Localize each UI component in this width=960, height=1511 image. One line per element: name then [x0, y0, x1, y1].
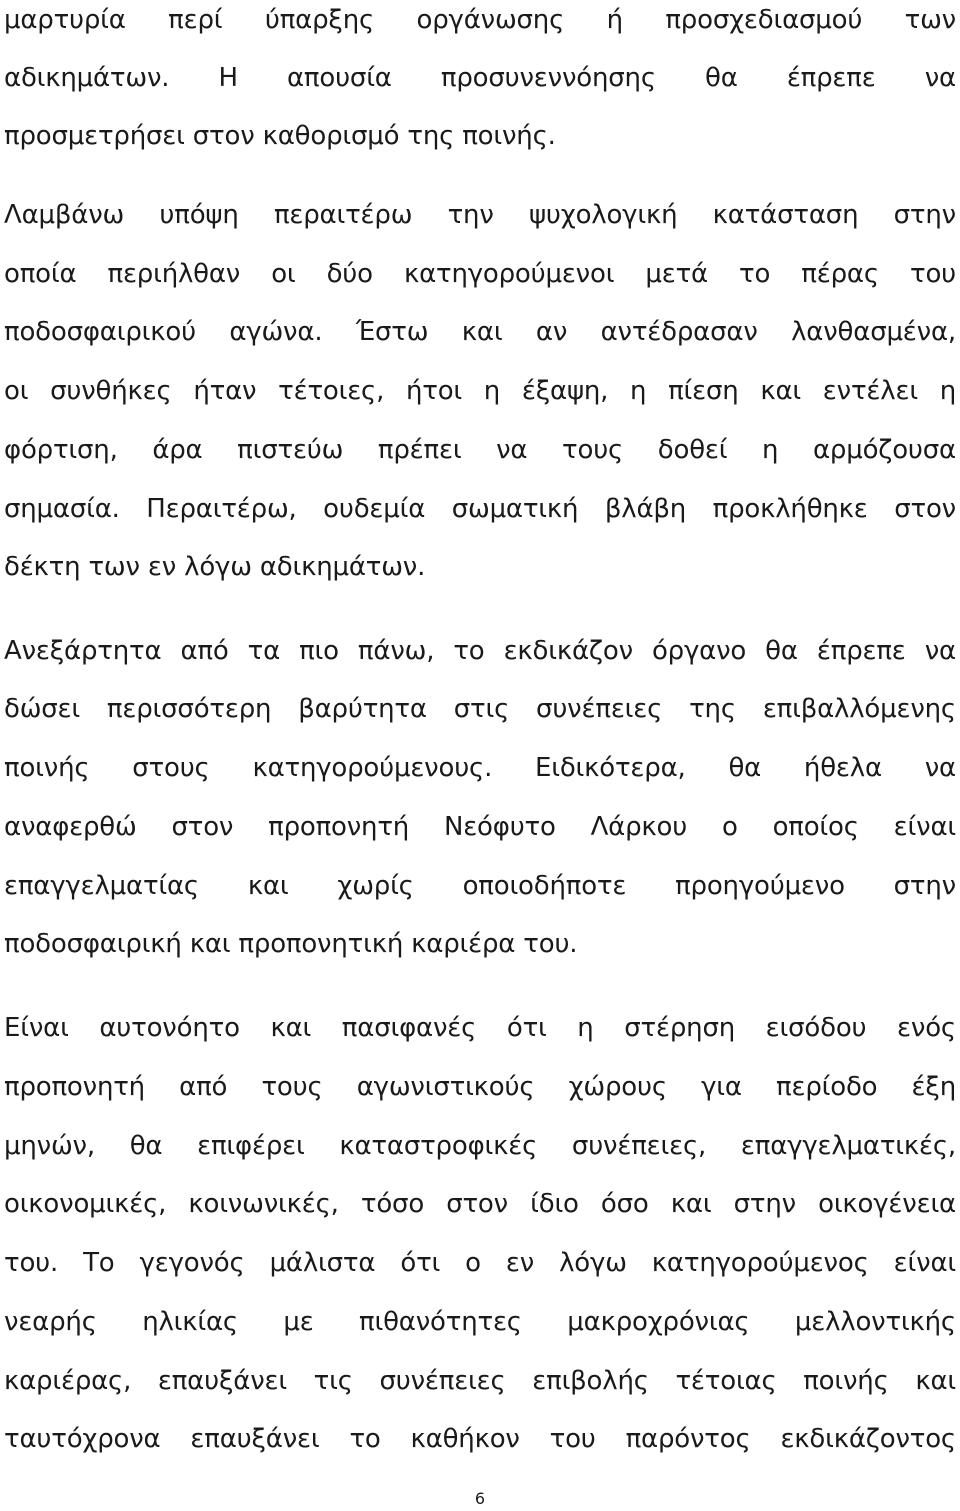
text-line: προσμετρήσει στον καθορισμό της ποινής.: [4, 121, 556, 151]
text-line: δέκτη των εν λόγω αδικημάτων.: [4, 552, 426, 582]
text-line: οικονομικές, κοινωνικές, τόσο στον ίδιο όσο και στην οικογένεια: [4, 1189, 956, 1219]
text-line: φόρτιση, άρα πιστεύω πρέπει να τους δοθεί η αρμόζουσα: [4, 435, 956, 465]
text-line: Είναι αυτονόητο και πασιφανές ότι η στέρηση εισόδου ενός: [4, 1013, 956, 1043]
text-line: επαγγελματίας και χωρίς οποιοδήποτε προηγούμενο στην: [4, 871, 956, 901]
text-line: ποινής στους κατηγορούμενους. Ειδικότερα, θα ήθελα να: [4, 753, 956, 783]
text-line: οι συνθήκες ήταν τέτοιες, ήτοι η έξαψη, η πίεση και εντέλει η: [4, 376, 956, 406]
text-line: οποία περιήλθαν οι δύο κατηγορούμενοι μετά το πέρας του: [4, 259, 956, 289]
text-line: μηνών, θα επιφέρει καταστροφικές συνέπειες, επαγγελματικές,: [4, 1131, 956, 1161]
text-line: Λαμβάνω υπόψη περαιτέρω την ψυχολογική κατάσταση στην: [4, 200, 956, 230]
text-line: νεαρής ηλικίας με πιθανότητες μακροχρόνιας μελλοντικής: [4, 1307, 956, 1337]
text-line: ταυτόχρονα επαυξάνει το καθήκον του παρόντος εκδικάζοντος: [4, 1424, 956, 1454]
text-line: δώσει περισσότερη βαρύτητα στις συνέπειες της επιβαλλόμενης: [4, 694, 956, 724]
text-line: Ανεξάρτητα από τα πιο πάνω, το εκδικάζον όργανο θα έπρεπε να: [4, 636, 956, 666]
text-line: προπονητή από τους αγωνιστικούς χώρους για περίοδο έξη: [4, 1072, 956, 1102]
text-line: καριέρας, επαυξάνει τις συνέπειες επιβολής τέτοιας ποινής και: [4, 1366, 956, 1396]
text-line: του. Το γεγονός μάλιστα ότι ο εν λόγω κατηγορούμενος είναι: [4, 1248, 956, 1278]
text-line: ποδοσφαιρικού αγώνα. Έστω και αν αντέδρασαν λανθασμένα,: [4, 317, 956, 347]
text-line: σημασία. Περαιτέρω, ουδεμία σωματική βλάβη προκλήθηκε στον: [4, 494, 956, 524]
text-line: μαρτυρία περί ύπαρξης οργάνωσης ή προσχεδιασμού των: [4, 5, 956, 35]
text-line: ποδοσφαιρική και προπονητική καριέρα του.: [4, 929, 578, 959]
text-line: αναφερθώ στον προπονητή Νεόφυτο Λάρκου ο οποίος είναι: [4, 812, 956, 842]
text-line: αδικημάτων. Η απουσία προσυνεννόησης θα έπρεπε να: [4, 63, 956, 93]
page-number: 6: [474, 1489, 486, 1508]
